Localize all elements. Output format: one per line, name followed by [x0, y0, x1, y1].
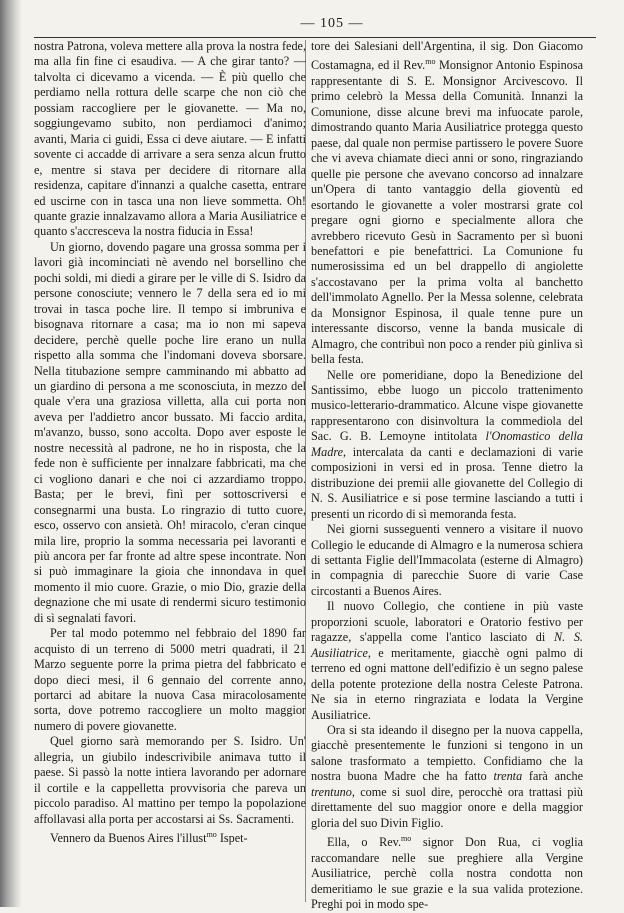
paragraph — [34, 240, 306, 626]
paragraph-text: Per tal modo potemmo nel febbraio del 1890 far acquisto di un terreno di 5000 metri quadrati, il 21 Marzo seguente porre la prima pietra del fabbricato e dopo dieci mesi, il 6 gennaio del corrente anno, portarci ad abitare la nuova Casa miracolosamente sorta, dove potremo raccogliere un molto maggior numero di povere giovanette. — [34, 626, 306, 733]
paragraph-text: Ella, o Rev. — [327, 835, 401, 850]
right-column — [311, 39, 584, 912]
paragraph — [311, 522, 583, 599]
paragraph — [34, 734, 306, 827]
paragraph-text: tore dei Salesiani dell'Argentina, il sig. Don Giacomo Costamagna, ed il Rev. — [311, 39, 583, 73]
page-binding-shadow — [0, 0, 22, 907]
left-column — [34, 39, 306, 903]
paragraph — [311, 723, 583, 831]
paragraph — [34, 827, 306, 847]
superscript: mo — [425, 57, 436, 67]
italic-title: trentuno — [311, 784, 352, 799]
paragraph — [311, 599, 583, 723]
paragraph-text: nostra Patrona, voleva mettere alla prova la nostra fede, ma alla fin fine ci esaudiva. — A che girar tanto? — talvolta ci dicevamo a vicenda. — È più quello che perdiamo nella rottura delle scarpe che non ciò che possiam raccogliere per le giovanette. — Ma no, soggiungevamo subito, non perdiamoci d'animo; avanti, Maria ci guidi, Essa ci deve aiutare. — E infatti sovente ci accadde di arrivare a sera senza alcun frutto e, mentre si stava per decidere di ritornare alla residenza, capitare d'innanzi a qualche casetta, entrare ed uscirne con in tasca una non lieve sommetta. Oh! quante grazie innalzavamo allora a Maria Ausiliatrice e quanto s'accresceva la nostra fiducia in Essa! — [34, 39, 306, 239]
paragraph-text: , intercalata da canti e declamazioni di varie composizioni in versi ed in prosa. Tenne dietro la distribuzione dei premii alle giovanette del Collegio di N. S. Ausiliatrice e si pose termine lasciando a tutti i presenti un ricordo di sì memoranda festa. — [311, 444, 583, 521]
paragraph-text: Ora si sta ideando il disegno per la nuova cappella, giacchè presentemente le funzioni si tengono in un salone trasformato a tempietto. Confidiamo che la nostra buona Madre che ha fatto — [311, 723, 583, 784]
paragraph-text: Ispet- — [216, 831, 248, 846]
paragraph-text: Il nuovo Collegio, che contiene in più vaste proporzioni scuole, laboratori e Oratorio festivo per ragazze, s'appella come l'antico lasciato di — [311, 599, 583, 645]
paragraph-text: Quel giorno sarà memorando per S. Isidro. Un' allegria, un giubilo indescrivibile animava tutto il paese. Si passò la notte intiera lavorando per adornare il cortile e la cappelletta provvisoria che pareva un piccolo paradiso. Al mattino per tempo la popolazione affollavasi alla porta per accostarsi ai Ss. Sacramenti. — [34, 734, 306, 826]
italic-title: trenta — [493, 769, 523, 784]
paragraph-text: , come si suol dire, perocchè ora trattasi più direttamente del suo maggior onore e della maggior gloria del suo Divin Figlio. — [311, 784, 583, 830]
paragraph — [34, 626, 306, 734]
paragraph-text: signor Don Rua, ci voglia raccomandare nelle sue preghiere alla Vergine Ausiliatrice, perchè colla nostra condotta non demeritiamo le sue grazie e la sua valida protezione. Preghi poi in modo spe- — [311, 835, 583, 912]
paragraph — [311, 39, 583, 368]
page-number: — 105 — — [300, 16, 364, 31]
paragraph-text: Nei giorni susseguenti vennero a visitare il nuovo Collegio le educande di Almagro e la numerosa schiera di settanta Figlie dell'Immacolata (esterne di Almagro) in compagnia di parecchie Suore di varie Case circostanti a Buenos Aires. — [311, 522, 583, 598]
superscript: mo — [401, 834, 412, 844]
italic-title: N. S. Ausiliatrice — [311, 630, 583, 660]
paragraph — [311, 831, 583, 912]
paragraph — [34, 39, 306, 240]
superscript: mo — [206, 830, 217, 840]
paragraph-text: , e meritamente, giacchè ogni palmo di terreno ed ogni mattone dell'edifizio è un segno palese della potente protezione della nostra Celeste Patrona. Ne sia in eterno ringraziata e lodata la Vergine Ausiliatrice. — [311, 645, 583, 722]
italic-title: l'Onomastico della Madre — [311, 429, 584, 459]
header-rule — [34, 37, 596, 38]
paragraph-text: Nelle ore pomeridiane, dopo la Benedizione del Santissimo, ebbe luogo un piccolo trattenimento musico-letterario-drammatico. Alcune vispe giovanette rappresentarono con disinvoltura la commediola del Sac. G. B. Lemoyne intitolata — [311, 367, 583, 444]
paragraph-text: Monsignor Antonio Espinosa rappresentante di S. E. Monsignor Arcivescovo. Il primo celebrò la Messa della Comunità. Innanzi la Comunione, disse alcune brevi ma infuocate parole, dimostrando quanto Maria Ausiliatrice protegga questo paese, dal quale non permise partissero le povere Suore che vi aveva chiamate dieci anni or sono, ringraziando quelle pie persone che avevano concorso ad innalzare un'Opera di tanto vantaggio della gioventù ed esortando le giovanette a voler mostrarsi grate col pregare ogni giorno e specialmente allora che avrebbero ricevuto Gesù in Sacramento per sì buoni benefattori e pie benefattrici. La Comunione fu numerosissima ed un bel drappello di angiolette s'accostavano per la prima volta al banchetto dell'immolato Agnello. Per la Messa solenne, celebrata da Monsignor Espinosa, il quale tenne pure un interessante discorso, venne la banda musicale di Almagro, che contribuì non poco a render più ginliva sì bella festa. — [311, 58, 583, 367]
paragraph — [311, 368, 583, 523]
paragraph-text: Vennero da Buenos Aires l'illust — [50, 831, 207, 846]
paragraph-text: farà anche — [522, 769, 583, 784]
paragraph-text: Un giorno, dovendo pagare una grossa somma per i lavori già incominciati nè avendo nel borsellino che pochi soldi, mi diedi a girare per le ville di S. Isidro da persone conosciute; vennero le 7 della sera ed io mi trovai in tasca poche lire. Il tempo si imbruniva e bisognava ritornare a casa; ma io non mi sapeva decidere, perchè quelle poche lire erano un nulla rispetto alla somma che l'indomani doveva sborsare. Nella titubazione sempre camminando mi abbatto ad un giardino di persona a me sconosciuta, in mezzo del quale v'era una graziosa villetta, alla cui porta non aveva per l'addietro ancor bussato. Mi faccio ardita, m'avanzo, busso, sono accolta. Dopo aver esposte le nostre necessità al padrone, ne ho in risposta, che la fede non è sufficiente per innalzare fabbricati, ma che ci vogliono danari e che noi ci azzardiamo troppo. Basta; per le brevi, finì per sottoscriversi e consegnarmi una busta. Lo ringrazio di tutto cuore, esco, osservo con ansietà. Oh! miracolo, c'eran cinque mila lire, proprio la somma necessaria pei lavoranti e più ancora per far fronte ad altre spese incontrate. Non si può immaginare la gioia che innondava in quel momento il mio cuore. Grazie, o mio Dio, grazie della degnazione che mi usate di rendermi sicuro testimonio di sì segnalati favori. — [34, 239, 306, 625]
